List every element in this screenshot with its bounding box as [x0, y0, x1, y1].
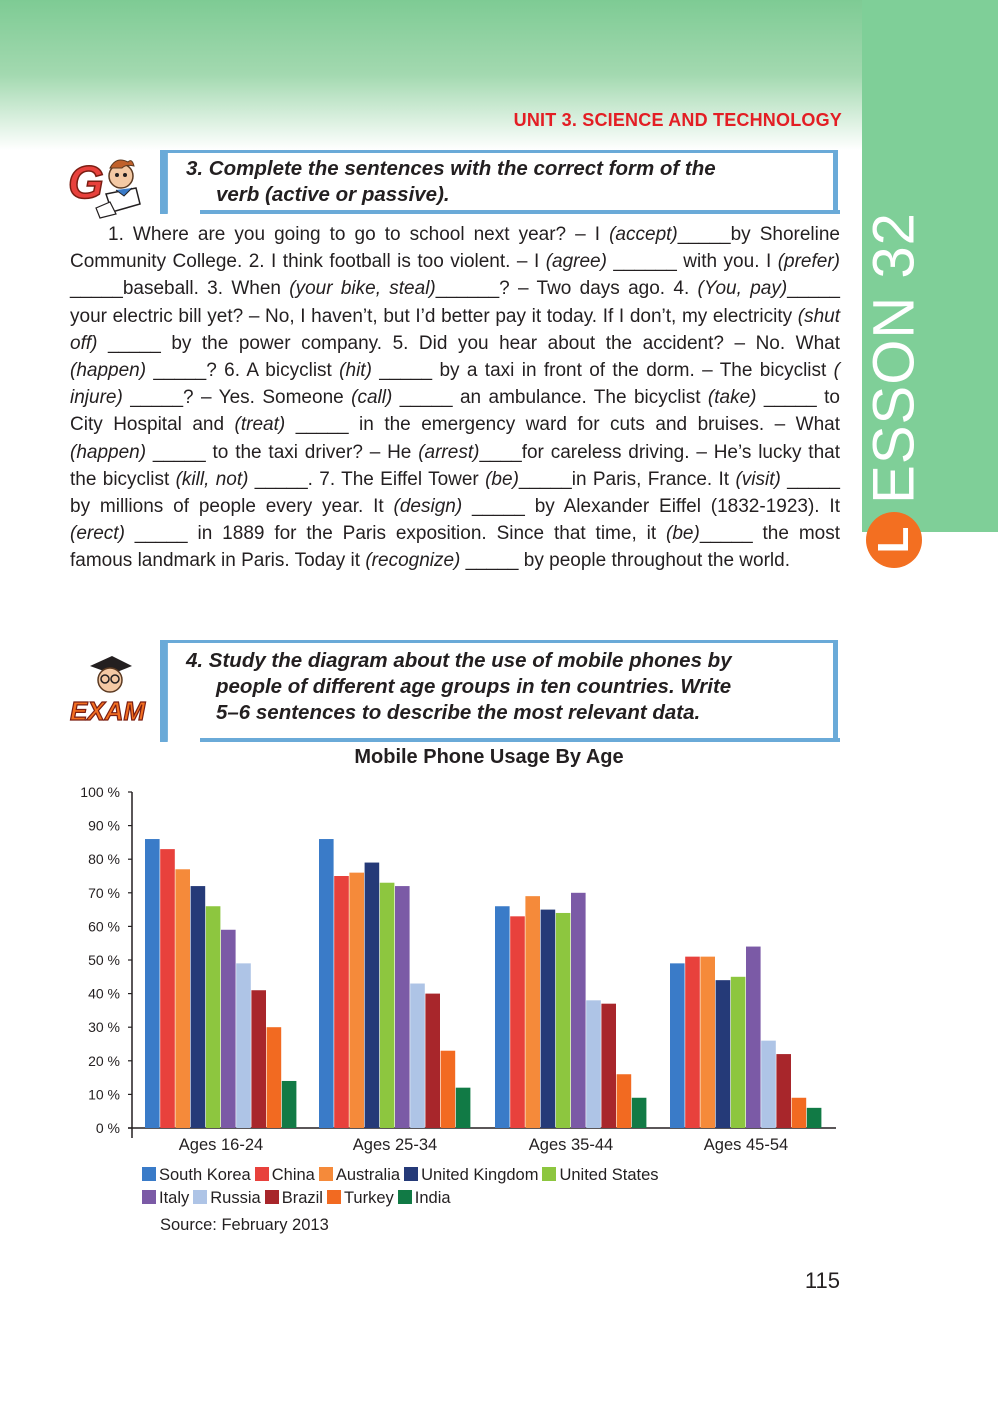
legend-swatch: [265, 1190, 279, 1204]
x-category-label: Ages 16-24: [178, 1136, 264, 1154]
bar-russia-3: [761, 1041, 776, 1128]
verb-prompt: (design): [393, 496, 463, 518]
legend-item: [327, 1187, 394, 1210]
bar-turkey-3: [792, 1098, 807, 1128]
verb-prompt: (accept): [609, 224, 678, 245]
verb-prompt: (happen): [70, 360, 147, 382]
bar-brazil-3: [776, 1054, 791, 1128]
sentence-text: _____ the most famous landmark in Paris. Today it: [70, 523, 840, 572]
chart-legend: [142, 1164, 782, 1210]
verb-prompt: (arrest): [418, 441, 480, 463]
bar-india-0: [282, 1081, 297, 1128]
bar-united-states-2: [556, 913, 571, 1128]
verb-prompt: (You, pay): [697, 278, 788, 300]
grammar-character-icon: [66, 152, 150, 222]
verb-prompt: ( injure): [70, 360, 840, 409]
unit-title: UNIT 3. SCIENCE AND TECHNOLOGY: [513, 110, 842, 130]
sentence-text: ______ with you. I: [606, 251, 778, 273]
bar-turkey-2: [617, 1074, 632, 1128]
task4-heading-box: [160, 640, 842, 742]
sentence-text: _____ by Alexander Eiffel (1832-1923). It: [462, 496, 840, 518]
lesson-initial-badge: L: [866, 512, 922, 568]
legend-item: [142, 1187, 189, 1210]
bar-italy-0: [221, 930, 236, 1128]
verb-prompt: (call): [351, 387, 393, 409]
verb-prompt: (prefer): [777, 251, 840, 273]
legend-item: [255, 1164, 315, 1187]
bar-united-states-0: [206, 906, 221, 1128]
sentence-text: 1. Where are you going to go to school next year? – I: [70, 224, 610, 245]
sentence-text: _____ in 1889 for the Paris exposition. Since that time, it: [124, 523, 667, 545]
legend-swatch: [142, 1190, 156, 1204]
sentence-text: _____by Shoreline Community College. 2. I think football is too violent. – I: [70, 224, 840, 273]
bar-india-2: [632, 1098, 647, 1128]
legend-swatch: [142, 1167, 156, 1181]
legend-swatch: [542, 1167, 556, 1181]
bar-italy-1: [395, 886, 410, 1128]
bar-china-1: [334, 876, 349, 1128]
sentence-text: _____ your electric bill yet? – No, I haven’t, but I’d better pay it today. If I don’t, my electricity: [70, 278, 840, 327]
y-tick-label: 80 %: [88, 851, 120, 868]
chart-source: Source: February 2013: [160, 1216, 329, 1234]
legend-label: Brazil: [281, 1189, 323, 1207]
bar-turkey-0: [267, 1027, 282, 1128]
bar-united-kingdom-2: [541, 910, 556, 1128]
bar-australia-1: [349, 873, 364, 1128]
verb-prompt: (hit): [339, 360, 372, 382]
bar-south-korea-3: [670, 963, 685, 1128]
bar-china-0: [160, 849, 175, 1128]
sentence-text: _____. 7. The Eiffel Tower: [248, 468, 486, 490]
task3-title-line1: 3. Complete the sentences with the correct form of the: [186, 157, 716, 180]
verb-prompt: (recognize): [365, 550, 461, 572]
legend-item: [193, 1187, 260, 1210]
legend-label: Turkey: [343, 1189, 394, 1207]
bar-turkey-1: [441, 1051, 456, 1128]
y-tick-label: 0 %: [95, 1120, 120, 1136]
sentence-text: _____ to City Hospital and: [70, 387, 840, 436]
bar-russia-2: [586, 1000, 601, 1128]
legend-label: Australia: [335, 1166, 401, 1184]
bar-chart: [60, 780, 850, 1164]
verb-prompt: (agree): [545, 251, 607, 273]
sentence-text: _____ by the power company. 5. Did you hear about the accident? – No. What: [97, 332, 840, 354]
y-tick-label: 70 %: [88, 884, 120, 901]
sentence-text: _____? 6. A bicyclist: [146, 360, 340, 382]
sentence-text: _____ an ambulance. The bicyclist: [392, 387, 708, 409]
legend-item: [142, 1164, 251, 1187]
svg-text:G: G: [68, 156, 104, 208]
legend-label: South Korea: [159, 1166, 251, 1184]
legend-swatch: [319, 1167, 333, 1181]
legend-item: [319, 1164, 400, 1187]
x-category-label: Ages 35-44: [528, 1136, 614, 1154]
y-tick-label: 100 %: [80, 784, 120, 800]
bar-china-3: [685, 957, 700, 1128]
bar-australia-0: [175, 869, 190, 1128]
bar-china-2: [510, 916, 525, 1128]
task3-exercise-text: [70, 221, 840, 575]
legend-label: China: [271, 1166, 315, 1184]
bar-united-states-1: [380, 883, 395, 1128]
sentence-text: ____for careless driving. – He’s lucky that the bicyclist: [70, 441, 840, 490]
sentence-text: _____ by a taxi in front of the dorm. – The bicyclist: [371, 360, 834, 382]
legend-item: [265, 1187, 323, 1210]
task3-title-line2: verb (active or passive).: [216, 183, 450, 206]
legend-label: Italy: [159, 1189, 190, 1207]
verb-prompt: (be): [666, 523, 700, 545]
bar-australia-3: [700, 957, 715, 1128]
verb-prompt: (kill, not): [175, 468, 249, 490]
page-number: 115: [804, 1268, 840, 1293]
y-tick-label: 40 %: [88, 985, 120, 1002]
bar-russia-1: [410, 984, 425, 1128]
bar-australia-2: [525, 896, 540, 1128]
bar-brazil-2: [601, 1004, 616, 1128]
x-category-label: Ages 25-34: [352, 1136, 438, 1154]
task4-title-line1: 4. Study the diagram about the use of mobile phones by: [186, 649, 732, 672]
bar-italy-3: [746, 947, 761, 1128]
legend-swatch: [398, 1190, 412, 1204]
sentence-text: _____ by millions of people every year. It: [70, 468, 841, 518]
bar-brazil-0: [251, 990, 266, 1128]
bar-united-kingdom-0: [191, 886, 206, 1128]
sentence-text: _____? – Yes. Someone: [122, 387, 352, 409]
legend-swatch: [404, 1167, 418, 1181]
y-tick-label: 10 %: [88, 1086, 120, 1103]
legend-item: [404, 1164, 538, 1187]
bar-russia-0: [236, 963, 251, 1128]
y-tick-label: 60 %: [88, 918, 120, 935]
verb-prompt: (erect): [70, 523, 125, 545]
exam-character-icon: [68, 654, 150, 728]
legend-swatch: [255, 1167, 269, 1181]
bar-brazil-1: [425, 994, 440, 1128]
task3-heading-box: [160, 150, 842, 214]
y-tick-label: 90 %: [88, 817, 120, 834]
bar-united-states-3: [731, 977, 746, 1128]
sentence-text: _____in Paris, France. It: [518, 468, 736, 490]
legend-label: United States: [559, 1166, 659, 1184]
bar-united-kingdom-1: [365, 863, 380, 1128]
task4-title-line2: people of different age groups in ten countries. Write: [216, 675, 732, 698]
bar-south-korea-2: [495, 906, 510, 1128]
bar-south-korea-0: [145, 839, 160, 1128]
y-tick-label: 20 %: [88, 1052, 120, 1069]
sentence-text: _____ in the emergency ward for cuts and bruises. – What: [285, 414, 840, 436]
verb-prompt: (take): [707, 387, 757, 409]
verb-prompt: (treat): [234, 414, 286, 436]
sentence-text: _____baseball. 3. When: [70, 278, 290, 300]
bar-south-korea-1: [319, 839, 334, 1128]
svg-text:EXAM: EXAM: [70, 696, 146, 726]
sentence-text: _____ by people throughout the world.: [460, 550, 790, 572]
y-tick-label: 30 %: [88, 1019, 120, 1036]
verb-prompt: (shut off): [70, 305, 840, 354]
sentence-text: _____ to the taxi driver? – He: [146, 441, 419, 463]
chart-title: Mobile Phone Usage By Age: [354, 746, 624, 768]
bar-india-1: [456, 1088, 471, 1128]
legend-item: [398, 1187, 451, 1210]
legend-label: Russia: [210, 1189, 261, 1207]
y-tick-label: 50 %: [88, 952, 120, 968]
bar-india-3: [807, 1108, 822, 1128]
verb-prompt: (visit): [735, 468, 781, 490]
legend-item: [542, 1164, 658, 1187]
legend-swatch: [193, 1190, 207, 1204]
bar-italy-2: [571, 893, 586, 1128]
verb-prompt: (your bike, steal): [289, 278, 436, 300]
legend-label: India: [414, 1189, 451, 1207]
bar-united-kingdom-3: [716, 980, 731, 1128]
legend-label: United Kingdom: [421, 1166, 539, 1184]
verb-prompt: (happen): [70, 441, 147, 463]
x-category-label: Ages 45-54: [703, 1136, 789, 1154]
sentence-text: ______? – Two days ago. 4.: [435, 278, 698, 300]
task4-title-line3: 5–6 sentences to describe the most relevant data.: [216, 701, 701, 724]
verb-prompt: (be): [485, 468, 519, 490]
legend-swatch: [327, 1190, 341, 1204]
